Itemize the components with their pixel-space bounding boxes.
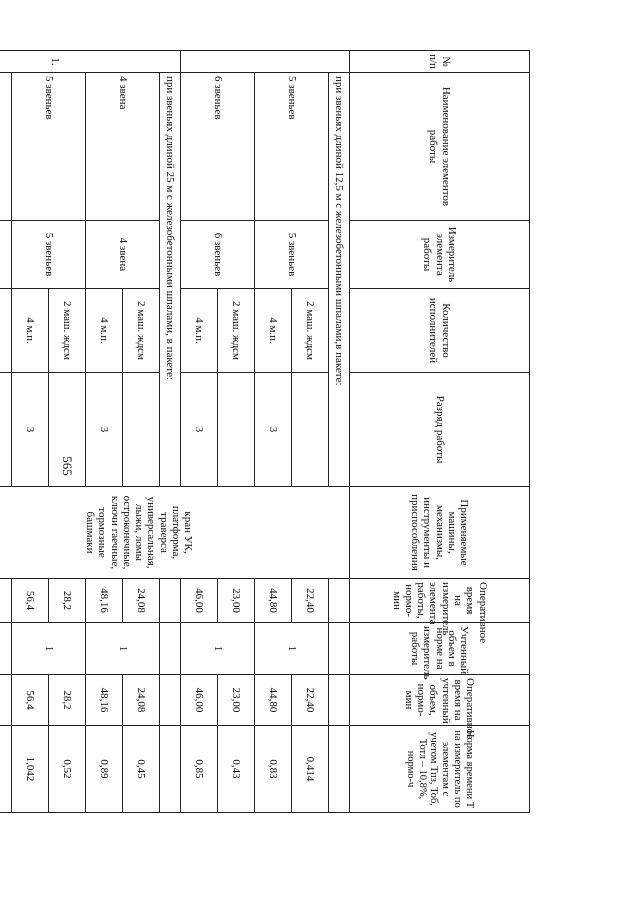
header-num: № п/п xyxy=(350,51,530,73)
row-workers: 4 м.п. xyxy=(86,289,123,373)
row-grade: 3 xyxy=(86,373,123,487)
section-1-number xyxy=(181,51,350,73)
row-grade: 3 xyxy=(255,373,292,487)
row-op-norm: 48,16 xyxy=(86,675,123,726)
row-grade: 3 xyxy=(12,373,49,487)
row-volume: 1 xyxy=(181,623,255,675)
row-op-time: 23,00 xyxy=(218,579,255,623)
row-volume xyxy=(0,623,12,675)
row-grade xyxy=(123,373,160,487)
page-number: 565 xyxy=(60,456,75,476)
row-norm: 0,414 xyxy=(292,726,329,813)
row-workers: 4 м.п. xyxy=(12,289,49,373)
row-norm: 0,85 xyxy=(181,726,218,813)
row-workers: 4 м.п. xyxy=(255,289,292,373)
row-op-time: 48,16 xyxy=(86,579,123,623)
row-meter: 4 звена xyxy=(86,221,160,289)
row-op-time: 24,08 xyxy=(123,579,160,623)
row-meter: 6 звеньев xyxy=(181,221,255,289)
row-workers: 2 маш. ждсм xyxy=(292,289,329,373)
section-1-title: при звеньях длиной 12,5 м с железобетонными шпалами,в пакете: xyxy=(329,73,350,487)
row-op-norm: 23,00 xyxy=(218,675,255,726)
row-grade xyxy=(218,373,255,487)
section-2-title: при звеньях длиной 25 м с железобетонными шпалами, в пакете: xyxy=(160,73,181,487)
row-op-time xyxy=(0,579,12,623)
row-norm xyxy=(0,726,12,813)
row-norm: 0,83 xyxy=(255,726,292,813)
row-op-time: 28,2 xyxy=(49,579,86,623)
machines-cell: кран УК, платформа, траверса универсальная, лыжи, ломы остроконечные, ключи гаечные, тормозные башмаки xyxy=(0,487,350,579)
row-name: 4 звена xyxy=(86,73,160,221)
row-name xyxy=(0,73,12,221)
row-op-time: 44,80 xyxy=(255,579,292,623)
header-name: Наименование элементов работы xyxy=(350,73,530,221)
header-op-time-norm: Оперативное время на учтенный объем, нормо-мин xyxy=(350,675,530,726)
row-op-norm: 24,08 xyxy=(123,675,160,726)
section-2-number: 1. xyxy=(0,51,181,73)
row-grade xyxy=(0,373,12,487)
row-meter xyxy=(0,221,12,289)
row-grade xyxy=(49,373,86,487)
row-op-norm: 28,2 xyxy=(49,675,86,726)
row-grade: 3 xyxy=(181,373,218,487)
header-machines: Применяемые машины, механизмы, инструменты и приспособления xyxy=(350,487,530,579)
row-name: 5 звеньев xyxy=(12,73,86,221)
row-name: 6 звеньев xyxy=(181,73,255,221)
header-grade: Разряд работы xyxy=(350,373,530,487)
row-op-norm: 56,4 xyxy=(12,675,49,726)
row-op-norm: 22,40 xyxy=(292,675,329,726)
row-meter: 5 звеньев xyxy=(12,221,86,289)
header-volume: Учтенный объем в норме на измеритель работы xyxy=(350,623,530,675)
row-norm: 0,52 xyxy=(49,726,86,813)
row-workers: 2 маш. ждсм xyxy=(218,289,255,373)
row-norm: 0,89 xyxy=(86,726,123,813)
header-op-time: Оперативное время на измеритель элемента работы, нормо-мин xyxy=(350,579,530,623)
norms-table xyxy=(0,50,530,813)
header-meter: Измеритель элемента работы xyxy=(350,221,530,289)
row-workers: 2 маш. ждсм xyxy=(123,289,160,373)
row-op-norm xyxy=(0,675,12,726)
row-meter: 5 звеньев xyxy=(255,221,329,289)
row-workers: 2 маш. ждсм xyxy=(49,289,86,373)
row-norm: 1,042 xyxy=(12,726,49,813)
row-op-time: 56,4 xyxy=(12,579,49,623)
row-op-time: 22,40 xyxy=(292,579,329,623)
row-name: 5 звеньев xyxy=(255,73,329,221)
row-op-norm: 46,00 xyxy=(181,675,218,726)
header-workers: Количество исполнителей xyxy=(350,289,530,373)
row-norm: 0,45 xyxy=(123,726,160,813)
row-volume: 1 xyxy=(255,623,329,675)
row-workers xyxy=(0,289,12,373)
row-op-norm: 44,80 xyxy=(255,675,292,726)
header-norm-time: Норма времени Т на измеритель по элементам с учетом Тпз, Тоб, Тотл – 10,8%, нормо-ч xyxy=(350,726,530,813)
row-norm: 0,43 xyxy=(218,726,255,813)
row-op-time: 46,00 xyxy=(181,579,218,623)
row-grade xyxy=(292,373,329,487)
row-volume: 1 xyxy=(12,623,86,675)
row-workers: 4 м.п. xyxy=(181,289,218,373)
row-volume: 1 xyxy=(86,623,160,675)
